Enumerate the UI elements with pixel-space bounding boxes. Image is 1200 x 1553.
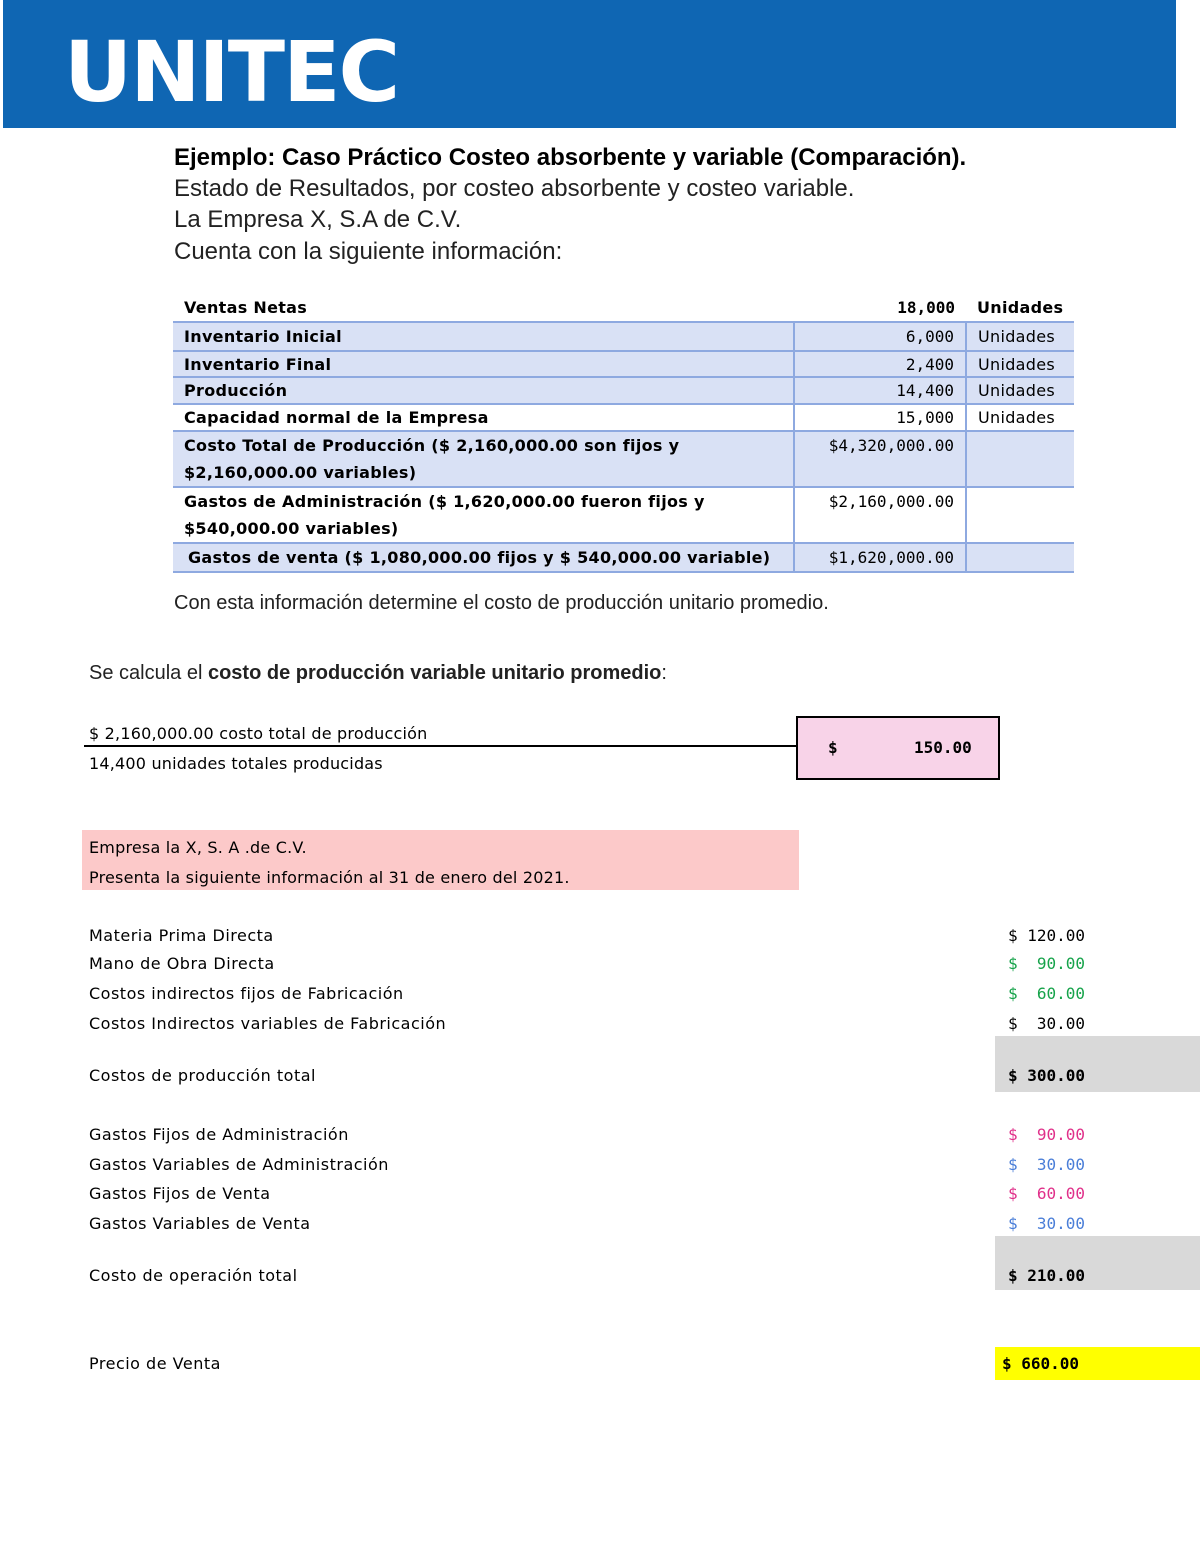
result-value: 150.00 xyxy=(914,738,972,757)
calc-lead-plain: Se calcula el xyxy=(89,662,208,684)
production-total-label: Costos de producción total xyxy=(89,1066,316,1085)
row-label xyxy=(173,431,794,487)
row-value: $1,620,000.00 xyxy=(794,543,966,572)
intro-line-3: Cuenta con la siguiente información: xyxy=(174,238,563,265)
row-unit: Unidades xyxy=(966,377,1074,404)
table-row xyxy=(173,543,1074,572)
cost-amount: $ 30.00 xyxy=(1008,1014,1086,1033)
row-value: $2,160,000.00 xyxy=(794,487,966,543)
expense-amount: $ 30.00 xyxy=(1008,1214,1086,1233)
calc-denominator: 14,400 unidades totales producidas xyxy=(89,754,383,773)
row-unit: Unidades xyxy=(966,294,1074,322)
table-row xyxy=(173,322,1074,351)
row-label-line: $540,000.00 variables) xyxy=(184,519,399,538)
document-title: Ejemplo: Caso Práctico Costeo absorbente y variable (Comparación). xyxy=(174,144,967,171)
table-row xyxy=(173,487,1074,543)
row-unit: Unidades xyxy=(966,351,1074,377)
question-text: Con esta información determine el costo de producción unitario promedio. xyxy=(174,592,829,614)
intro-line-1: Estado de Resultados, por costeo absorbente y costeo variable. xyxy=(174,175,855,202)
row-unit-empty xyxy=(966,431,1074,487)
row-label: Inventario Inicial xyxy=(173,322,794,351)
row-unit-empty xyxy=(966,487,1074,543)
row-label: Gastos de venta ($ 1,080,000.00 fijos y $ 540,000.00 variable) xyxy=(173,543,794,572)
row-value: 14,400 xyxy=(794,377,966,404)
table-row xyxy=(173,404,1074,431)
expense-amount: $ 30.00 xyxy=(1008,1155,1086,1174)
expense-amount: $ 90.00 xyxy=(1008,1125,1086,1144)
calc-lead-bold: costo de producción variable unitario promedio xyxy=(207,662,662,684)
row-value: 15,000 xyxy=(794,404,966,431)
expense-label: Gastos Fijos de Administración xyxy=(89,1125,349,1144)
row-label-line: Gastos de Administración ($ 1,620,000.00 fueron fijos y xyxy=(184,492,705,511)
table-row xyxy=(173,431,1074,487)
operation-total-label: Costo de operación total xyxy=(89,1266,298,1285)
row-label: Producción xyxy=(173,377,794,404)
result-currency: $ xyxy=(828,738,838,757)
production-total-amount: $ 300.00 xyxy=(1008,1066,1086,1085)
calc-numerator: $ 2,160,000.00 costo total de producción xyxy=(89,724,428,743)
result-box xyxy=(796,716,1000,780)
cost-amount: $ 90.00 xyxy=(1008,954,1086,973)
info-table xyxy=(173,294,1074,573)
calc-lead-end: : xyxy=(661,662,667,684)
price-label: Precio de Venta xyxy=(89,1354,221,1373)
row-value: 18,000 xyxy=(794,294,966,322)
row-label: Inventario Final xyxy=(173,351,794,377)
row-label: Capacidad normal de la Empresa xyxy=(173,404,794,431)
calc-lead xyxy=(89,662,667,685)
row-label-line: $2,160,000.00 variables) xyxy=(184,463,417,482)
table-row xyxy=(173,377,1074,404)
row-label: Ventas Netas xyxy=(173,294,794,322)
company-line-1: Empresa la X, S. A .de C.V. xyxy=(89,838,307,857)
expense-label: Gastos Fijos de Venta xyxy=(89,1184,271,1203)
expense-amount: $ 60.00 xyxy=(1008,1184,1086,1203)
row-value: 6,000 xyxy=(794,322,966,351)
price-amount: $ 660.00 xyxy=(1002,1354,1080,1373)
expense-label: Gastos Variables de Administración xyxy=(89,1155,389,1174)
table-row xyxy=(173,351,1074,377)
fraction-line xyxy=(84,745,798,747)
expense-label: Gastos Variables de Venta xyxy=(89,1214,311,1233)
cost-label: Materia Prima Directa xyxy=(89,926,274,945)
table-row xyxy=(173,294,1074,322)
cost-amount: $ 120.00 xyxy=(1008,926,1086,945)
unitec-logo: UNITEC xyxy=(64,23,399,121)
company-info-box xyxy=(82,830,799,890)
company-line-2: Presenta la siguiente información al 31 de enero del 2021. xyxy=(89,868,570,887)
row-label-line: Costo Total de Producción ($ 2,160,000.00 son fijos y xyxy=(184,436,680,455)
cost-label: Costos Indirectos variables de Fabricación xyxy=(89,1014,447,1033)
cost-amount: $ 60.00 xyxy=(1008,984,1086,1003)
row-label xyxy=(173,487,794,543)
row-unit-empty xyxy=(966,543,1074,572)
row-value: 2,400 xyxy=(794,351,966,377)
intro-line-2: La Empresa X, S.A de C.V. xyxy=(174,206,462,233)
cost-label: Costos indirectos fijos de Fabricación xyxy=(89,984,404,1003)
row-value: $4,320,000.00 xyxy=(794,431,966,487)
operation-total-amount: $ 210.00 xyxy=(1008,1266,1086,1285)
row-unit: Unidades xyxy=(966,322,1074,351)
row-unit: Unidades xyxy=(966,404,1074,431)
cost-label: Mano de Obra Directa xyxy=(89,954,275,973)
